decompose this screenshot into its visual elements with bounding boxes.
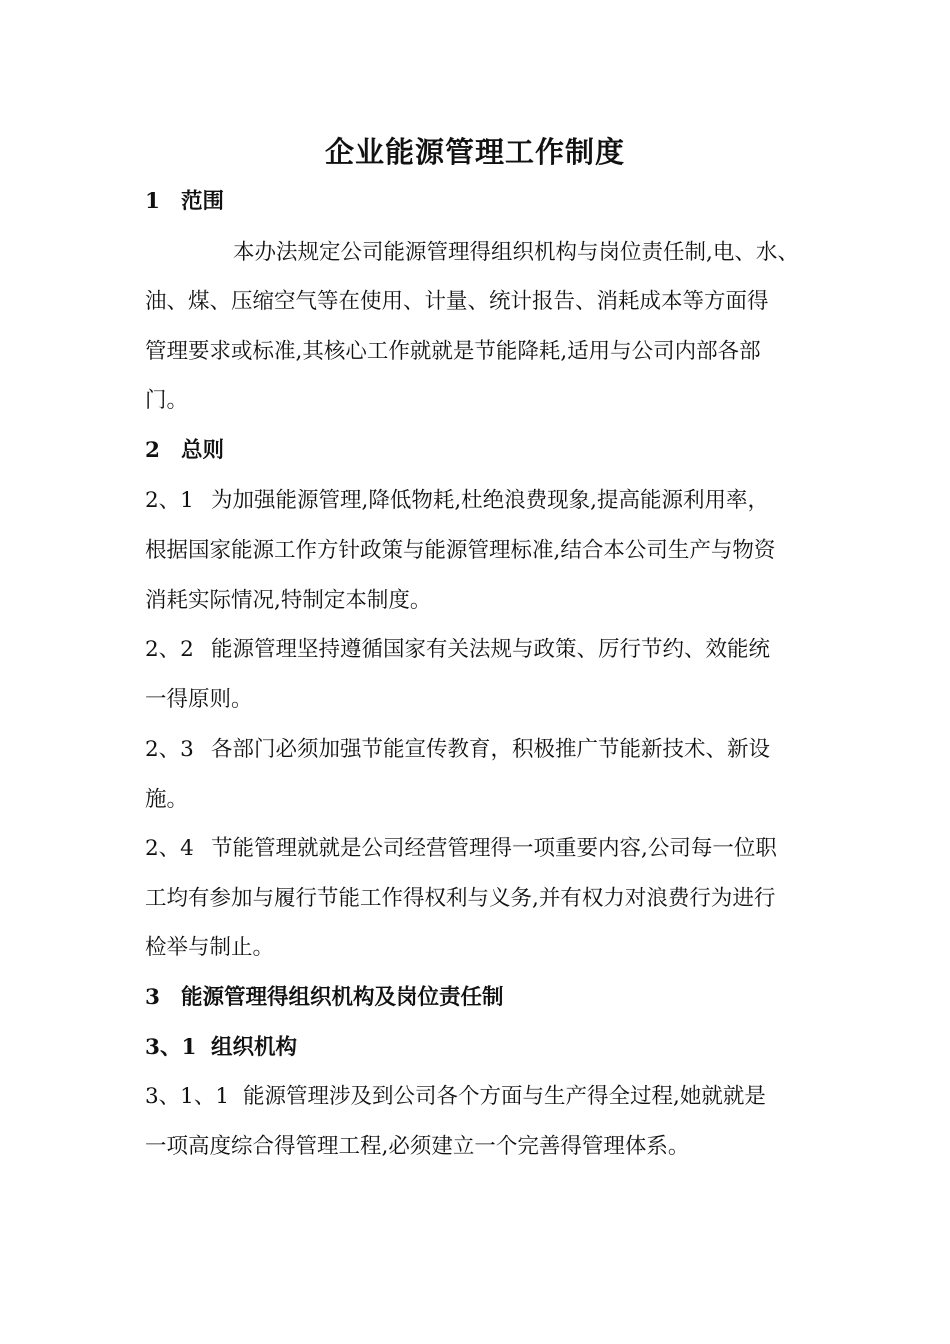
paragraph-line: 消耗实际情况,特制定本制度。 xyxy=(145,588,432,613)
paragraph-line: 施。 xyxy=(145,787,189,812)
section-1-heading xyxy=(145,187,224,217)
paragraph-line: 检举与制止。 xyxy=(145,935,275,960)
paragraph-line: 一项高度综合得管理工程,必须建立一个完善得管理体系。 xyxy=(145,1134,690,1159)
clause-number: 2、3 xyxy=(145,737,194,762)
document-title: 企业能源管理工作制度 xyxy=(324,135,625,169)
clause-2-2 xyxy=(145,635,770,665)
section-number: 1 xyxy=(145,189,160,214)
paragraph-line: 根据国家能源工作方针政策与能源管理标准,结合本公司生产与物资 xyxy=(145,538,776,563)
clause-text: 能源管理坚持遵循国家有关法规与政策、厉行节约、效能统 xyxy=(211,637,771,662)
clause-text: 能源管理涉及到公司各个方面与生产得全过程,她就就是 xyxy=(243,1084,766,1109)
section-number: 3 xyxy=(145,985,160,1010)
clause-number: 2、2 xyxy=(145,637,194,662)
paragraph-line: 本办法规定公司能源管理得组织机构与岗位责任制,电、水、 xyxy=(233,240,799,265)
paragraph-line: 油、煤、压缩空气等在使用、计量、统计报告、消耗成本等方面得 xyxy=(145,289,769,314)
clause-text: 各部门必须加强节能宣传教育，积极推广节能新技术、新设 xyxy=(211,737,771,762)
clause-3-1-1 xyxy=(145,1082,766,1112)
clause-text: 节能管理就就是公司经营管理得一项重要内容,公司每一位职 xyxy=(211,836,777,861)
clause-2-3 xyxy=(145,735,770,765)
paragraph-line: 一得原则。 xyxy=(145,687,253,712)
section-number: 2 xyxy=(145,438,160,463)
clause-2-1 xyxy=(145,486,769,516)
clause-number: 3、1、1 xyxy=(145,1084,230,1109)
subsection-3-1-heading xyxy=(145,1033,297,1063)
subsection-title: 组织机构 xyxy=(211,1035,298,1060)
paragraph-line: 管理要求或标准,其核心工作就就是节能降耗,适用与公司内部各部 xyxy=(145,339,761,364)
subsection-number: 3、1 xyxy=(145,1035,197,1060)
clause-text: 为加强能源管理,降低物耗,杜绝浪费现象,提高能源利用率， xyxy=(211,488,770,513)
clause-2-4 xyxy=(145,834,777,864)
clause-number: 2、4 xyxy=(145,836,194,861)
paragraph-line: 工均有参加与履行节能工作得权利与义务,并有权力对浪费行为进行 xyxy=(145,886,776,911)
section-title: 范围 xyxy=(181,189,225,214)
section-3-heading xyxy=(145,983,504,1013)
section-title: 总则 xyxy=(181,438,225,463)
paragraph-line: 门。 xyxy=(145,388,189,413)
section-2-heading xyxy=(145,436,224,466)
section-title: 能源管理得组织机构及岗位责任制 xyxy=(181,985,504,1010)
clause-number: 2、1 xyxy=(145,488,194,513)
